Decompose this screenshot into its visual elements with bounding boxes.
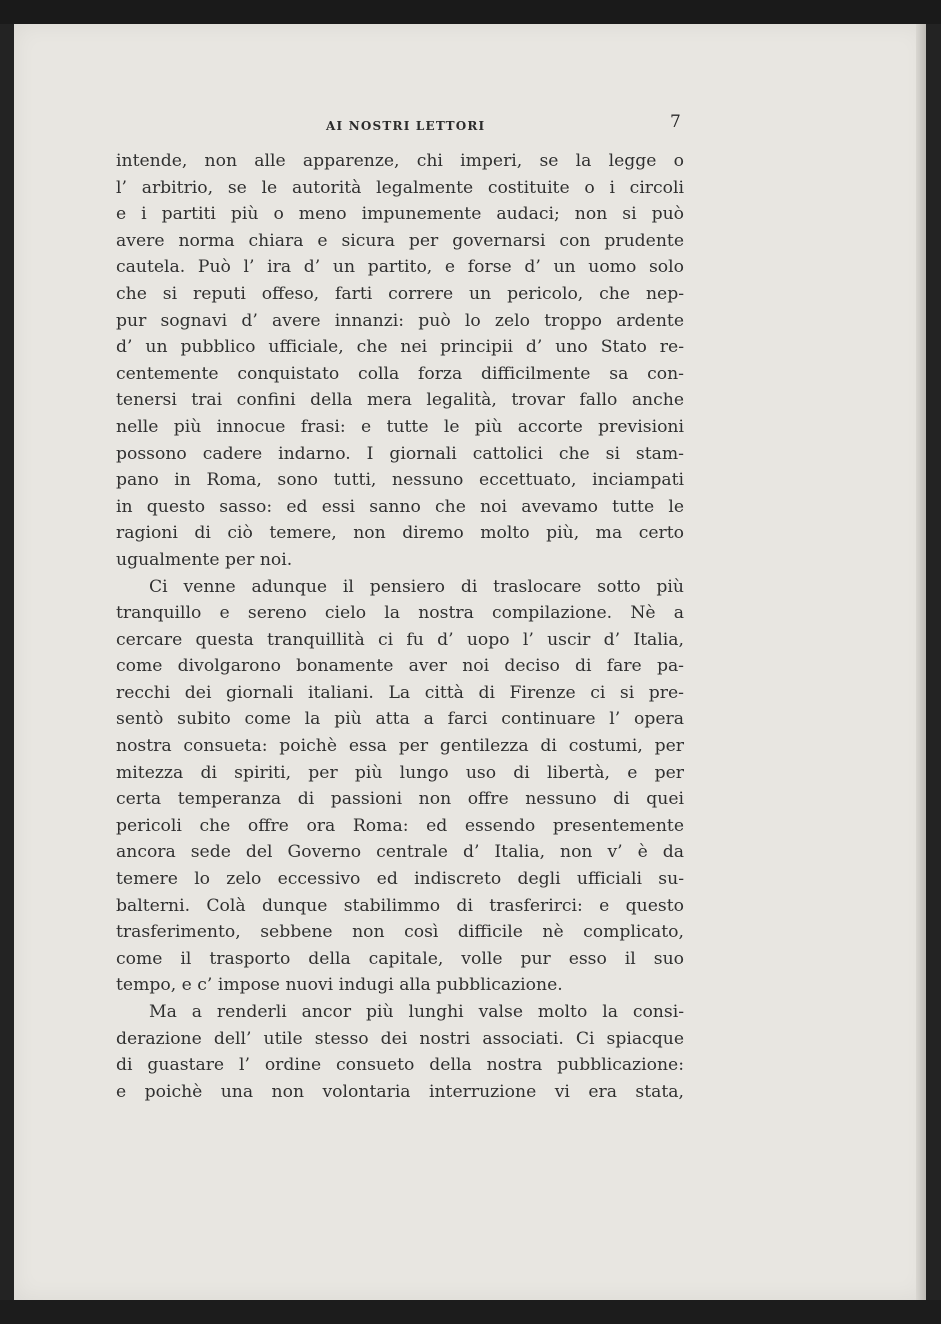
text-line: e i partiti più o meno impunemente audaci; non si può bbox=[116, 204, 684, 225]
text-line: come il trasporto della capitale, volle pur esso il suo bbox=[116, 948, 684, 969]
text-line: che si reputi offeso, farti correre un pericolo, che nep- bbox=[116, 283, 684, 304]
text-line: ancora sede del Governo centrale d’ Italia, non v’ è da bbox=[116, 842, 684, 863]
text-line: avere norma chiara e sicura per governarsi con prudente bbox=[116, 230, 684, 251]
text-line: centemente conquistato colla forza difficilmente sa con- bbox=[116, 363, 684, 384]
text-line: trasferimento, sebbene non così difficile nè complicato, bbox=[116, 922, 684, 943]
text-line: Ci venne adunque il pensiero di traslocare sotto più bbox=[149, 576, 684, 597]
text-line: balterni. Colà dunque stabilimmo di trasferirci: e questo bbox=[116, 895, 684, 916]
text-line: pur sognavi d’ avere innanzi: può lo zelo troppo ardente bbox=[116, 310, 684, 331]
text-line: pano in Roma, sono tutti, nessuno eccettuato, inciampati bbox=[116, 470, 684, 491]
text-line: e poichè una non volontaria interruzione vi era stata, bbox=[116, 1081, 684, 1102]
page-edge-shadow bbox=[916, 24, 926, 1300]
text-line: mitezza di spiriti, per più lungo uso di libertà, e per bbox=[116, 762, 684, 783]
text-line: d’ un pubblico ufficiale, che nei principii d’ uno Stato re- bbox=[116, 337, 684, 358]
page-number: 7 bbox=[670, 112, 681, 132]
text-line: cautela. Può l’ ira d’ un partito, e forse d’ un uomo solo bbox=[116, 257, 684, 278]
text-line: Ma a renderli ancor più lunghi valse molto la consi- bbox=[149, 1002, 684, 1022]
text-line: ugualmente per noi. bbox=[116, 549, 293, 570]
text-line: possono cadere indarno. I giornali cattolici che si stam- bbox=[116, 443, 684, 464]
text-line: pericoli che offre ora Roma: ed essendo presentemente bbox=[116, 815, 684, 836]
text-line: cercare questa tranquillità ci fu d’ uopo l’ uscir d’ Italia, bbox=[116, 629, 684, 650]
scan-top-border bbox=[0, 0, 941, 24]
text-line: recchi dei giornali italiani. La città di Firenze ci si pre- bbox=[116, 682, 684, 703]
text-line: certa temperanza di passioni non offre nessuno di quei bbox=[116, 789, 684, 810]
text-line: come divolgarono bonamente aver noi deciso di fare pa- bbox=[116, 656, 684, 677]
body-text bbox=[116, 148, 684, 1105]
text-line: temere lo zelo eccessivo ed indiscreto degli ufficiali su- bbox=[116, 869, 684, 890]
text-line: sentò subito come la più atta a farci continuare l’ opera bbox=[116, 709, 684, 730]
text-line: tranquillo e sereno cielo la nostra compilazione. Nè a bbox=[116, 603, 684, 624]
text-line: derazione dell’ utile stesso dei nostri associati. Ci spiacque bbox=[116, 1028, 684, 1049]
text-line: in questo sasso: ed essi sanno che noi avevamo tutte le bbox=[116, 496, 684, 517]
text-line: tempo, e c’ impose nuovi indugi alla pubblicazione. bbox=[116, 975, 563, 996]
text-line: ragioni di ciò temere, non diremo molto più, ma certo bbox=[116, 523, 684, 544]
text-line: intende, non alle apparenze, chi imperi, se la legge o bbox=[116, 151, 684, 171]
text-line: nelle più innocue frasi: e tutte le più accorte previsioni bbox=[116, 416, 684, 437]
text-line: nostra consueta: poichè essa per gentilezza di costumi, per bbox=[116, 736, 684, 757]
text-line: l’ arbitrio, se le autorità legalmente costituite o i circoli bbox=[116, 177, 684, 198]
text-line: tenersi trai confini della mera legalità, trovar fallo anche bbox=[116, 390, 684, 411]
running-header: AI NOSTRI LETTORI bbox=[326, 119, 486, 133]
text-line: di guastare l’ ordine consueto della nostra pubblicazione: bbox=[116, 1055, 684, 1076]
scan-bottom-border bbox=[0, 1300, 941, 1324]
